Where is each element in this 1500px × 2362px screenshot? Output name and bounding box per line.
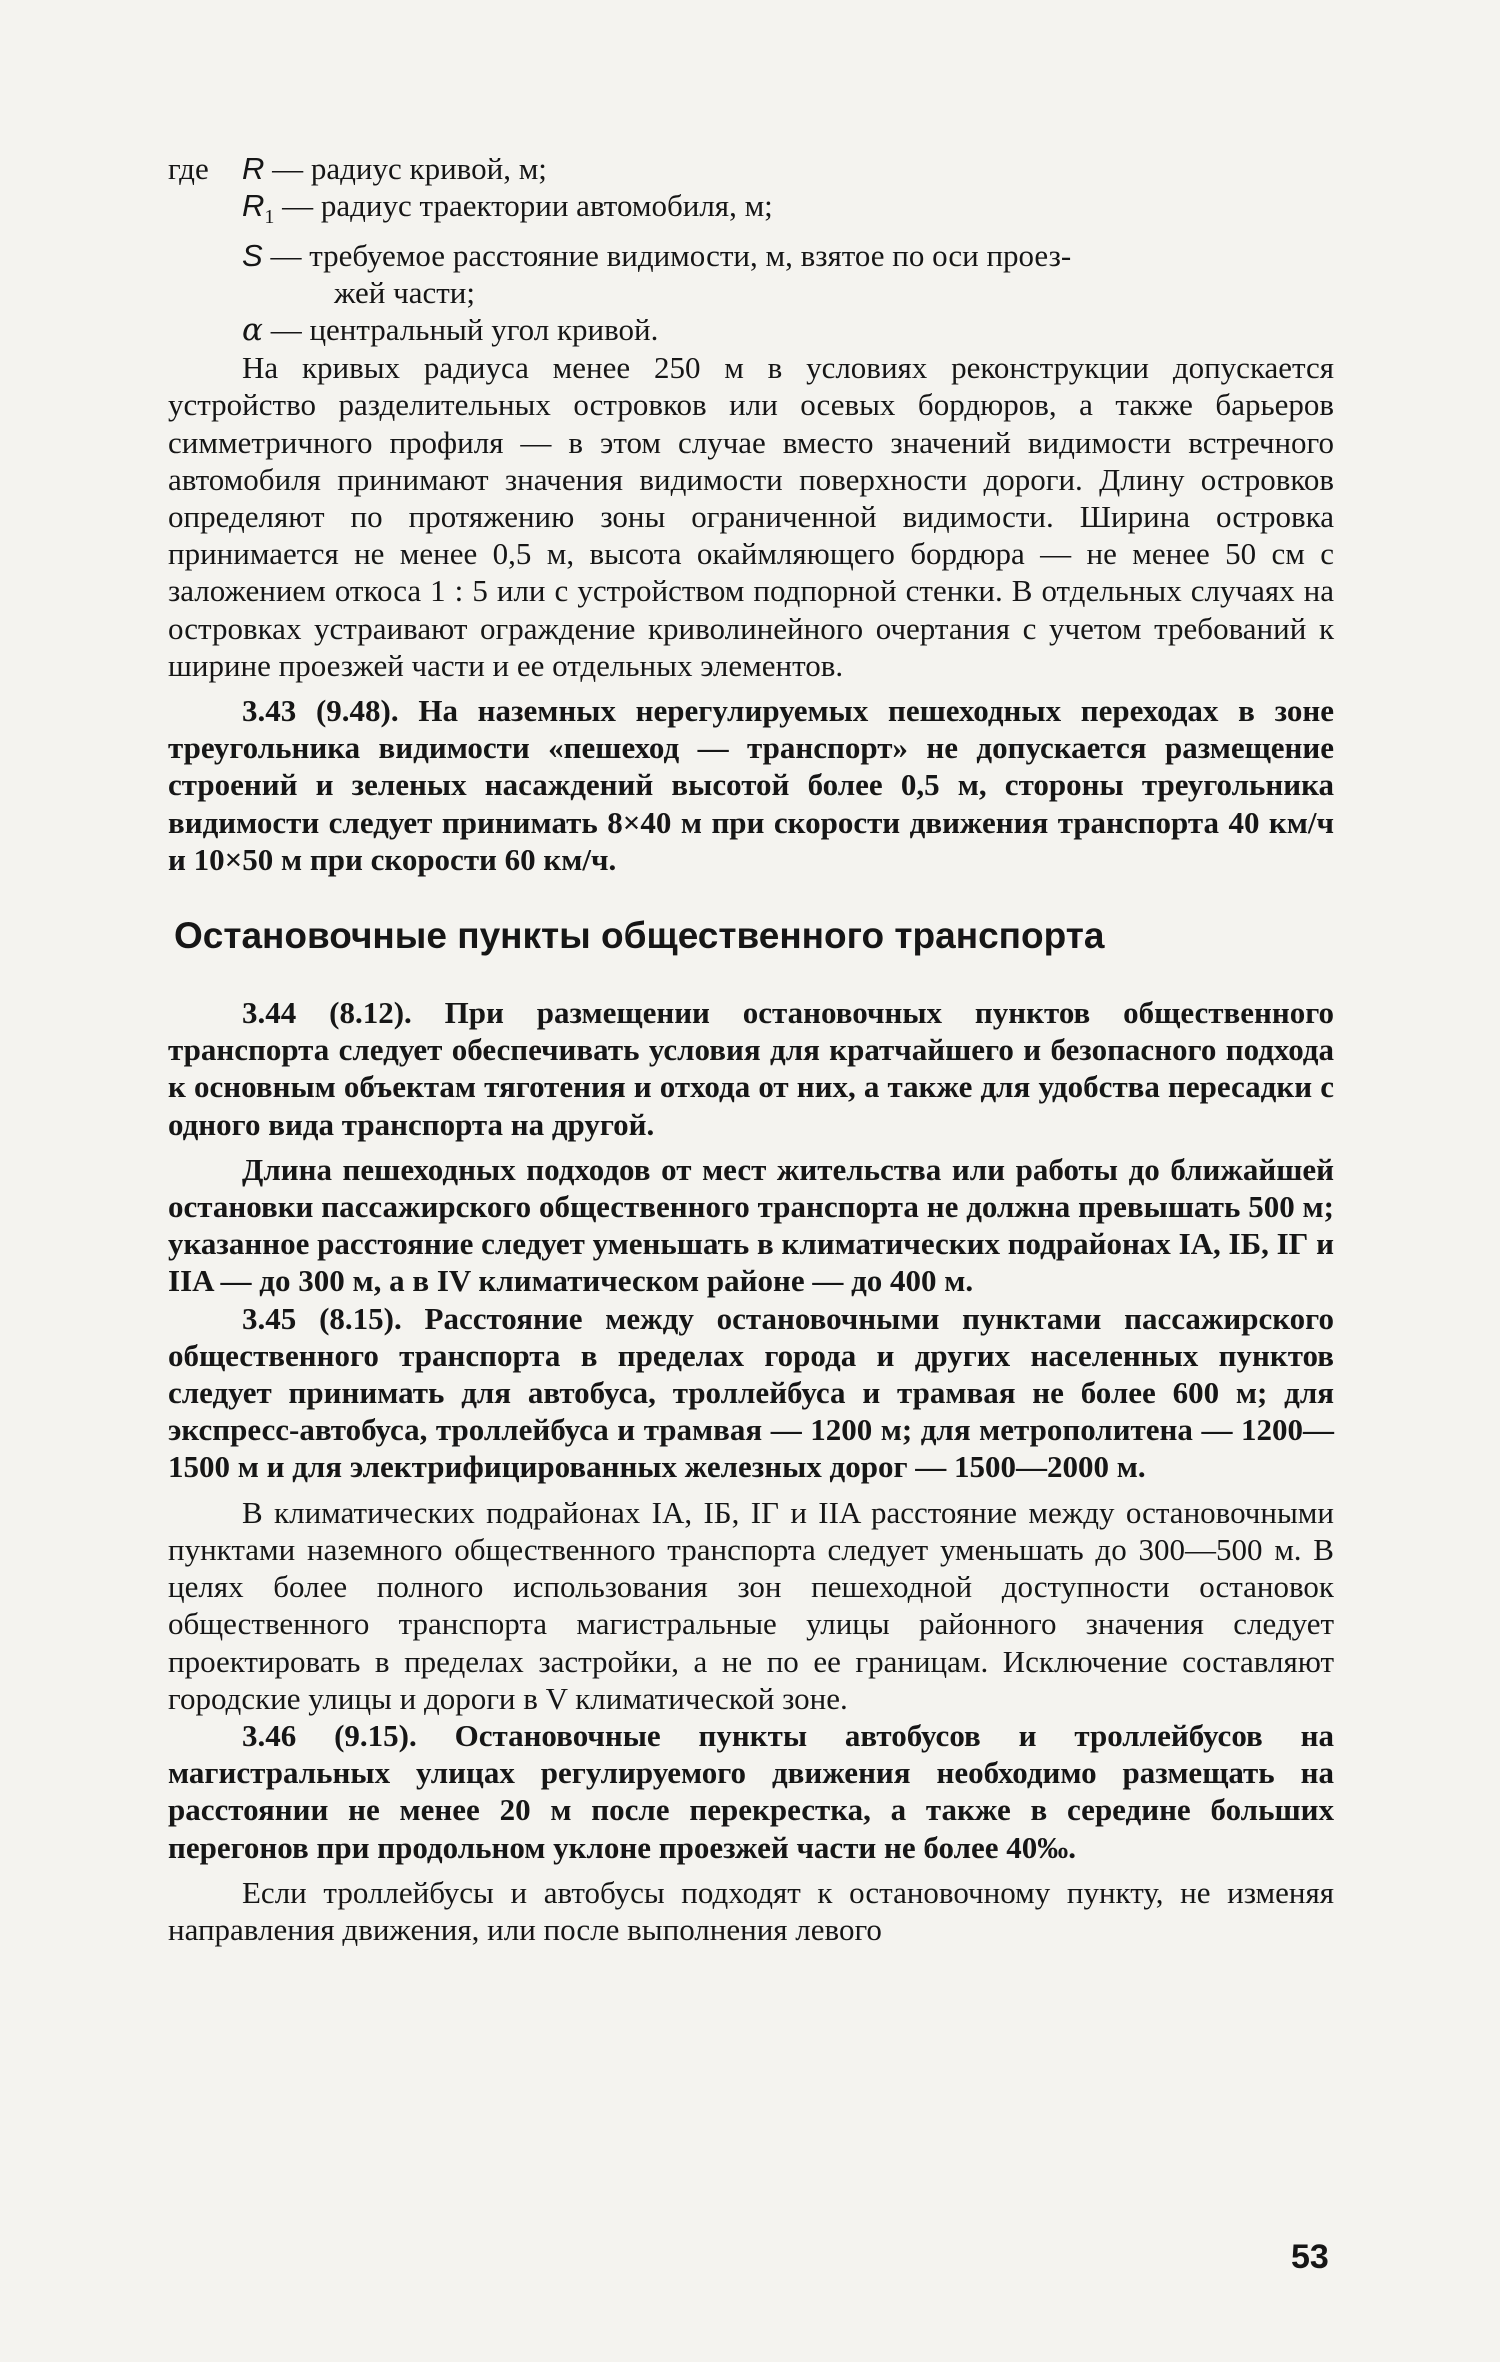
paragraph: На кривых радиуса менее 250 м в условиях реконструкции допускается устройство разделительных островков или осевых бордюров, а также барьеров симметричного профиля — в этом случае вместо значений видимости встречного автомобиля принимают значения видимости поверхности дороги. Длину островков определяют по протяжению зоны ограниченной видимости. Ширина островка принимается не менее 0,5 м, высота окаймляющего бордюра — не менее 50 см с заложением откоса 1 : 5 или с устройством подпорной стенки. В отдельных случаях на островках устраивают ограждение криволинейного очертания с учетом требований к ширине проезжей части и ее отдельных элементов. <box>168 350 1334 683</box>
clause-3-43: 3.43 (9.48). На наземных нерегулируемых пешеходных переходах в зоне треугольника видимости «пешеход — транспорт» не допускается размещение строений и зеленых насаждений высотой более 0,5 м, стороны треугольника видимости следует принимать 8×40 м при скорости движения транспорта 40 км/ч и 10×50 м при скорости 60 км/ч. <box>168 693 1334 877</box>
definition-row <box>168 150 1334 187</box>
definition-row <box>168 187 1334 236</box>
definition-text: — радиус траектории автомобиля, м; <box>274 188 773 224</box>
definitions-list <box>168 150 1334 349</box>
symbol: α <box>242 312 263 348</box>
definition-continuation: жей части; <box>334 274 475 310</box>
symbol: R <box>242 188 265 224</box>
document-page <box>168 150 1334 1948</box>
clause-3-44: 3.44 (8.12). При размещении остановочных пунктов общественного транспорта следует обеспечивать условия для кратчайшего и безопасного подхода к основным объектам тяготения и отхода от них, а также для удобства пересадки с одного вида транспорта на другой. <box>168 995 1334 1142</box>
definition-text: — требуемое расстояние видимости, м, взятое по оси проез- <box>262 237 1072 273</box>
definition-row <box>168 311 1334 349</box>
section-heading: Остановочные пункты общественного транспорта <box>174 915 1105 957</box>
page-number: 53 <box>1291 2238 1329 2276</box>
paragraph: Если троллейбусы и автобусы подходят к остановочному пункту, не изменяя направления движения, или после выполнения левого <box>168 1874 1334 1947</box>
definition-text: — радиус кривой, м; <box>264 151 547 186</box>
clause-3-45: 3.45 (8.15). Расстояние между остановочными пунктами пассажирского общественного транспорта в пределах города и других населенных пунктов следует принимать для автобуса, троллейбуса и трамвая не более 600 м; для экспресс-автобуса, троллейбуса и трамвая — 1200 м; для метрополитена — 1200—1500 м и для электрифицированных железных дорог — 1500—2000 м. <box>168 1300 1334 1485</box>
definition-row <box>168 237 1334 311</box>
definition-text: — центральный угол кривой. <box>262 312 659 347</box>
symbol: S <box>242 237 263 273</box>
paragraph-bold: Длина пешеходных подходов от мест жительства или работы до ближайшей остановки пассажирского общественного транспорта не должна превышать 500 м; указанное расстояние следует уменьшать в климатических подрайонах IA, IБ, IГ и IIA — до 300 м, а в IV климатическом районе — до 400 м. <box>168 1151 1334 1299</box>
symbol-subscript: 1 <box>264 206 275 229</box>
symbol: R <box>242 151 265 186</box>
clause-3-46: 3.46 (9.15). Остановочные пункты автобусов и троллейбусов на магистральных улицах регулируемого движения необходимо размещать на расстоянии не менее 20 м после перекрестка, а также в середине больших перегонов при продольном уклоне проезжей части не более 40‰. <box>168 1717 1334 1865</box>
paragraph: В климатических подрайонах IA, IБ, IГ и IIA расстояние между остановочными пунктами наземного общественного транспорта следует уменьшать до 300—500 м. В целях более полного использования зон пешеходной доступности остановок общественного транспорта магистральные улицы районного значения следует проектировать в пределах застройки, а не по ее границам. Исключение составляют городские улицы и дороги в V климатической зоне. <box>168 1494 1334 1716</box>
definitions-intro: где <box>168 151 209 186</box>
